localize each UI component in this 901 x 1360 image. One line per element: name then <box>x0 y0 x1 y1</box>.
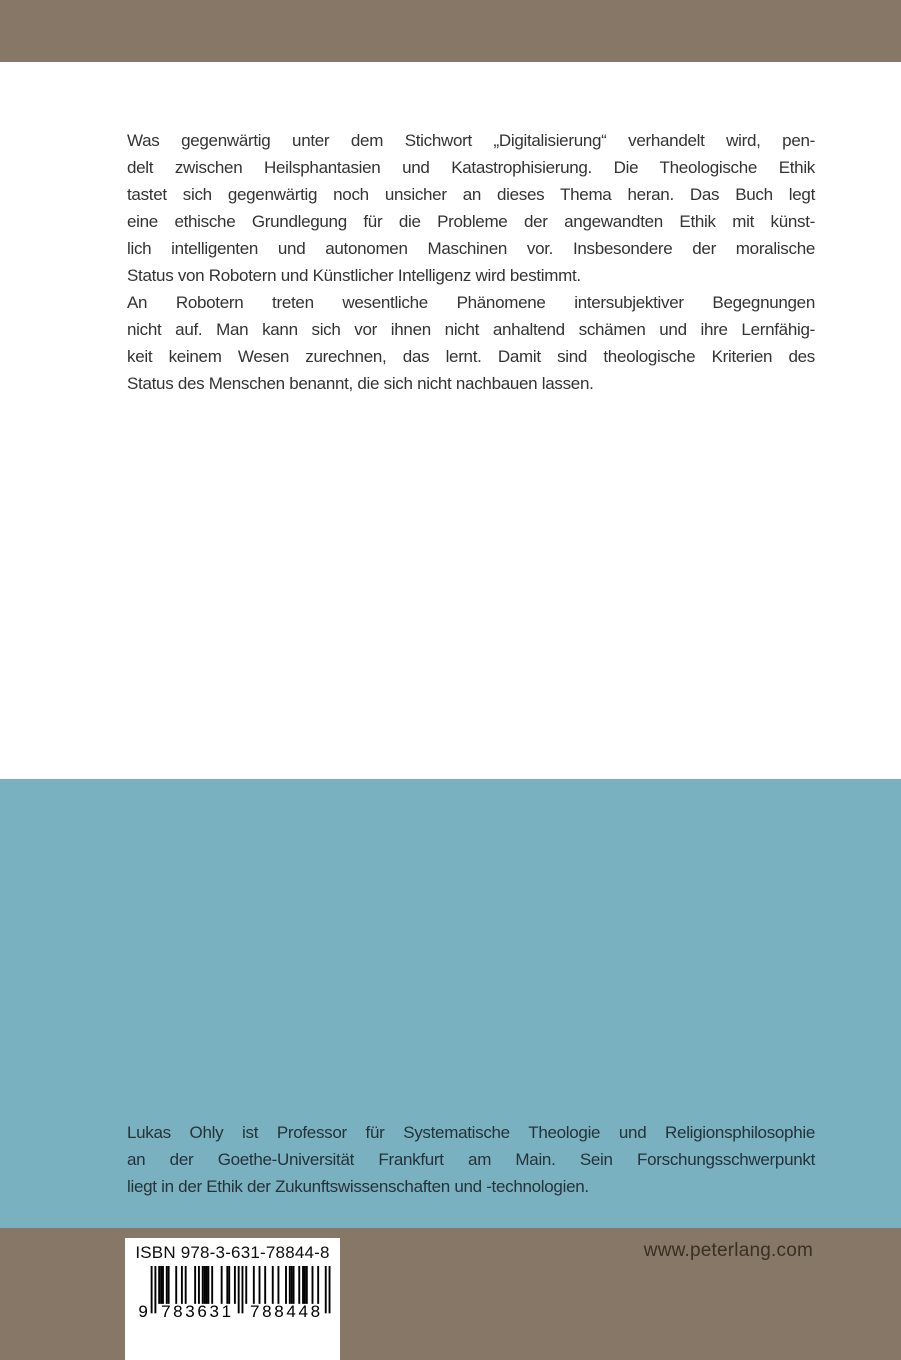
description-line: An Robotern treten wesentliche Phänomene intersubjektiver Begegnungen <box>127 293 815 312</box>
description-line: nicht auf. Man kann sich vor ihnen nicht anhaltend schämen und ihre Lernfähig- <box>127 320 815 339</box>
book-description <box>127 127 815 397</box>
barcode-right-digits: 788448 <box>249 1302 320 1319</box>
publisher-url: www.peterlang.com <box>643 1240 813 1261</box>
description-line: Was gegenwärtig unter dem Stichwort „Digitalisierung“ verhandelt wird, pen- <box>127 131 815 150</box>
description-line: Status von Robotern und Künstlicher Intelligenz wird bestimmt. <box>127 266 581 285</box>
description-line: delt zwischen Heilsphantasien und Katastrophisierung. Die Theologische Ethik <box>127 158 815 177</box>
author-section <box>0 779 901 1228</box>
isbn-barcode-box <box>125 1238 340 1360</box>
description-line: Status des Menschen benannt, die sich nicht nachbauen lassen. <box>127 374 594 393</box>
ean13-barcode <box>135 1266 331 1319</box>
description-section <box>0 62 901 779</box>
description-line: eine ethische Grundlegung für die Probleme der angewandten Ethik mit künst- <box>127 212 815 231</box>
barcode-lead-digit: 9 <box>137 1302 148 1319</box>
description-line: tastet sich gegenwärtig noch unsicher an dieses Thema heran. Das Buch legt <box>127 185 815 204</box>
description-line: lich intelligenten und autonomen Maschinen vor. Insbesondere der moralische <box>127 239 815 258</box>
bio-line: liegt in der Ethik der Zukunftswissenschaften und -technologien. <box>127 1177 589 1196</box>
bio-line: Lukas Ohly ist Professor für Systematische Theologie und Religionsphilosophie <box>127 1123 815 1142</box>
description-line: keit keinem Wesen zurechnen, das lernt. Damit sind theologische Kriterien des <box>127 347 815 366</box>
top-band <box>0 0 901 62</box>
bottom-band <box>0 1228 901 1360</box>
bio-line: an der Goethe-Universität Frankfurt am Main. Sein Forschungsschwerpunkt <box>127 1150 815 1169</box>
barcode-left-digits: 783631 <box>160 1302 231 1319</box>
author-bio <box>127 1119 815 1200</box>
isbn-label: ISBN 978-3-631-78844-8 <box>135 1243 330 1262</box>
